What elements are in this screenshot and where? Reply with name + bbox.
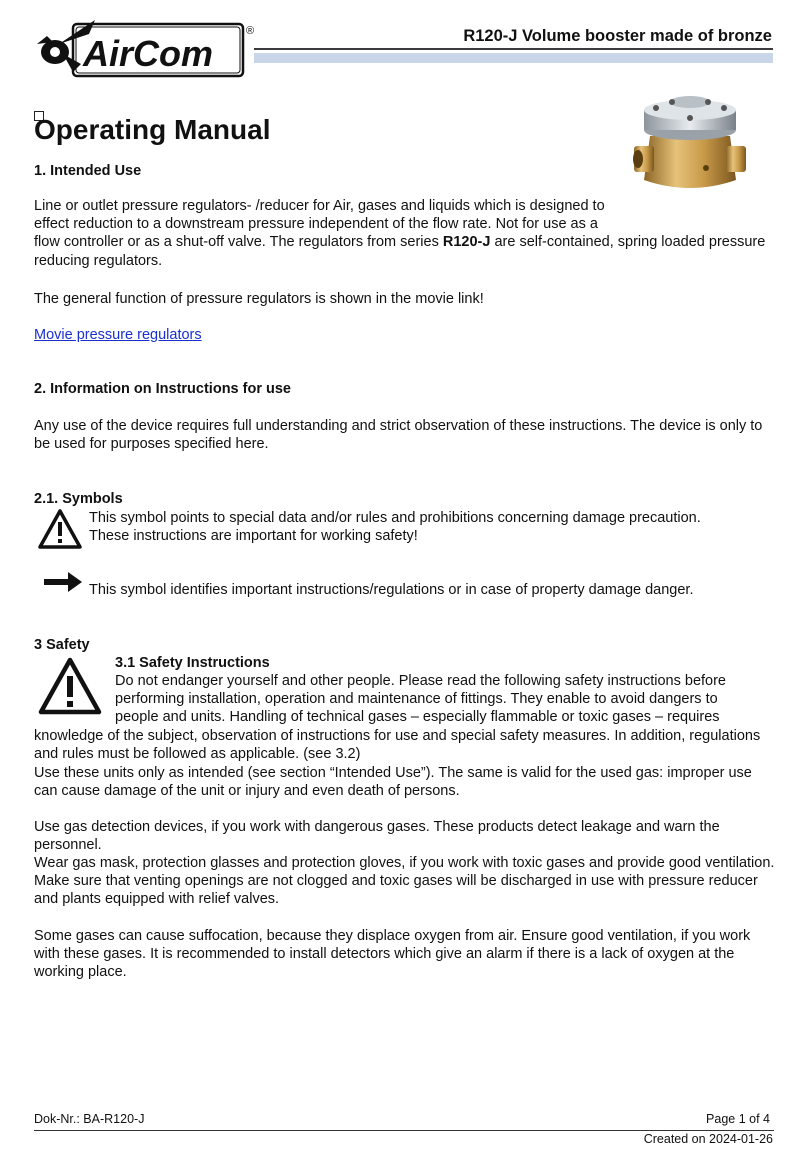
product-image <box>628 84 752 199</box>
warning-triangle-icon <box>37 508 83 555</box>
arrow-right-icon <box>42 570 84 599</box>
warning-symbol-text-2: These instructions are important for working safety! <box>89 528 418 544</box>
safety-continuation: knowledge of the subject, observation of instructions for use and special safety measures. In addition, regulations and rules must be followed as applicable. (see 3.2) <box>34 728 761 763</box>
section-intended-use-heading: 1. Intended Use <box>34 163 142 179</box>
text-line: reducing regulators. <box>34 252 163 269</box>
brand-text: AirCom <box>83 33 214 74</box>
gas-mask-paragraph: Wear gas mask, protection glasses and protection gloves, if you work with toxic gases and provide good ventilation. <box>34 855 775 871</box>
page-title: Operating Manual <box>34 114 271 145</box>
movie-link[interactable]: Movie pressure regulators <box>34 327 202 343</box>
text-line: Do not endanger yourself and other people. Please read the following safety instructions before <box>115 673 726 689</box>
safety-intended-use-paragraph: Use these units only as intended (see section “Intended Use”). The same is valid for the used gas: improper use can cause damage of the unit or injury and even death of persons. <box>34 765 752 800</box>
footer-divider <box>34 1130 774 1131</box>
arrow-symbol-text: This symbol identifies important instructions/regulations or in case of property damage danger. <box>89 582 694 598</box>
intended-use-paragraph <box>34 197 774 270</box>
header-divider <box>254 48 773 50</box>
text-line: Line or outlet pressure regulators- /reducer for Air, gases and liquids which is designed to <box>34 198 605 214</box>
venting-paragraph: Make sure that venting openings are not clogged and toxic gases will be discharged in use with pressure reducer and plants equipped with relief valves. <box>34 873 758 908</box>
text-line: effect reduction to a downstream pressure independent of the flow rate. Not for use as a <box>34 216 598 233</box>
section-symbols-heading: 2.1. Symbols <box>34 491 123 507</box>
text-line: performing installation, operation and maintenance of fittings. They enable to avoid dangers to <box>115 691 718 708</box>
series-name: R120-J <box>442 234 491 251</box>
footer-created-date: Created on 2024-01-26 <box>643 1132 773 1146</box>
footer-page-number: Page 1 of 4 <box>706 1112 770 1126</box>
document-title: R120-J Volume booster made of bronze <box>463 27 772 45</box>
warning-symbol-text-1: This symbol points to special data and/or rules and prohibitions concerning damage precaution. <box>89 510 701 526</box>
footer-document-number: Dok-Nr.: BA-R120-J <box>34 1112 145 1126</box>
safety-instructions-subheading: 3.1 Safety Instructions <box>115 655 270 671</box>
section-instructions-heading: 2. Information on Instructions for use <box>34 381 291 397</box>
safety-warning-triangle-icon <box>37 656 103 721</box>
section-safety-heading: 3 Safety <box>34 637 90 653</box>
suffocation-paragraph: Some gases can cause suffocation, because they displace oxygen from air. Ensure good ventilation, if you work with these gases. It is recommended to install detectors which give an alarm if there is a lack of oxygen at the working place. <box>34 928 751 981</box>
registered-mark: ® <box>246 25 255 37</box>
gas-detection-paragraph: Use gas detection devices, if you work with dangerous gases. These products detect leakage and warn the personnel. <box>34 819 720 854</box>
text-line: flow controller or as a shut-off valve. The regulators from series R120-J are self-contained, spring loaded pressure <box>34 234 766 251</box>
movie-hint-text: The general function of pressure regulators is shown in the movie link! <box>34 291 484 307</box>
header-band <box>254 53 773 63</box>
aircom-logo <box>33 14 261 80</box>
safety-intro-lines <box>115 672 775 727</box>
text-line: people and units. Handling of technical gases – especially flammable or toxic gases – requires <box>115 709 720 726</box>
instructions-paragraph: Any use of the device requires full understanding and strict observation of these instructions. The device is only to be used for purposes specified here. <box>34 418 763 453</box>
